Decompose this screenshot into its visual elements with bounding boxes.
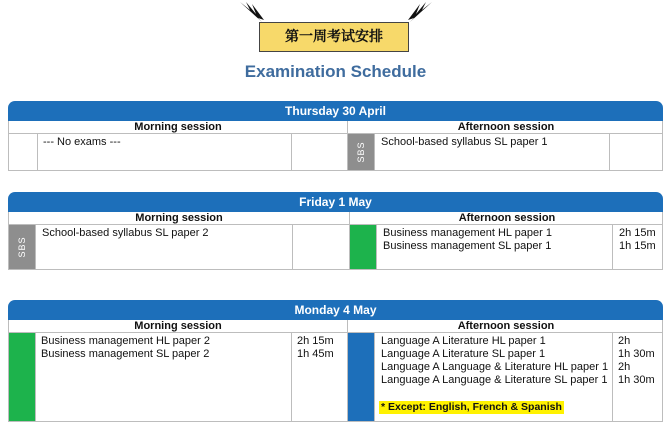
session-body-row	[8, 134, 663, 171]
exception-note: * Except: English, French & Spanish	[381, 401, 562, 413]
blue-subject-tag	[348, 333, 374, 421]
sbs-tag	[348, 134, 374, 170]
duration-item: 1h 30m	[618, 348, 655, 360]
divider	[35, 225, 36, 269]
session-body-row	[8, 225, 663, 270]
exam-list	[42, 227, 209, 240]
divider	[612, 333, 613, 421]
session-header-row	[8, 121, 663, 134]
morning-session-label: Morning session	[134, 320, 222, 332]
right-burst-icon	[404, 0, 434, 24]
sbs-tag-label: SBS	[17, 236, 27, 258]
divider	[35, 333, 36, 421]
duration-item: 1h 30m	[618, 374, 655, 386]
divider	[292, 225, 293, 269]
session-body-row	[8, 333, 663, 422]
exam-item: Business management HL paper 1	[383, 227, 552, 239]
exam-item: Language A Language & Literature HL paper 1	[381, 361, 609, 373]
exam-list	[41, 335, 210, 361]
exam-list	[381, 335, 608, 387]
exam-item: School-based syllabus SL paper 2	[42, 227, 209, 239]
exam-item: Language A Literature SL paper 1	[381, 348, 546, 360]
green-subject-tag	[9, 333, 35, 421]
afternoon-session-label: Afternoon session	[458, 212, 556, 224]
morning-tag-empty	[9, 134, 37, 170]
duration-item: 2h 15m	[297, 335, 334, 347]
duration-item: 2h	[618, 335, 631, 347]
session-header-row	[8, 320, 663, 333]
page-title: Examination Schedule	[244, 62, 427, 81]
divider	[291, 134, 292, 170]
divider	[612, 225, 613, 269]
left-burst-icon	[238, 0, 268, 24]
exam-item: Language A Literature HL paper 1	[381, 335, 546, 347]
week-banner: 第一周考试安排	[259, 22, 409, 52]
day-block-thursday	[8, 101, 663, 171]
sbs-tag-label: SBS	[356, 141, 366, 163]
sbs-tag	[9, 225, 35, 269]
exam-item: Business management SL paper 2	[41, 348, 210, 360]
exam-item: --- No exams ---	[43, 136, 121, 148]
divider	[37, 134, 38, 170]
duration-item: 2h 15m	[619, 227, 656, 239]
duration-list	[619, 227, 656, 253]
duration-list	[297, 335, 334, 361]
day-header: Friday 1 May	[8, 192, 663, 212]
divider	[374, 333, 375, 421]
day-block-monday	[8, 300, 663, 422]
exam-item: Business management SL paper 1	[383, 240, 552, 252]
exam-list	[383, 227, 552, 253]
duration-item: 2h	[618, 361, 631, 373]
duration-list	[618, 335, 655, 387]
day-header: Monday 4 May	[8, 300, 663, 320]
green-subject-tag	[350, 225, 376, 269]
exam-item: Language A Language & Literature SL paper 1	[381, 374, 608, 386]
duration-item: 1h 45m	[297, 348, 334, 360]
duration-item: 1h 15m	[619, 240, 656, 252]
afternoon-session-label: Afternoon session	[457, 121, 555, 133]
day-block-friday	[8, 192, 663, 270]
morning-session-label: Morning session	[134, 121, 222, 133]
divider	[609, 134, 610, 170]
exam-item: School-based syllabus SL paper 1	[381, 136, 548, 148]
exam-list	[43, 136, 121, 149]
divider	[291, 333, 292, 421]
exam-list	[381, 136, 548, 149]
divider	[376, 225, 377, 269]
exam-item: Business management HL paper 2	[41, 335, 210, 347]
session-header-row	[8, 212, 663, 225]
day-header: Thursday 30 April	[8, 101, 663, 121]
morning-session-label: Morning session	[135, 212, 223, 224]
afternoon-session-label: Afternoon session	[457, 320, 555, 332]
divider	[374, 134, 375, 170]
